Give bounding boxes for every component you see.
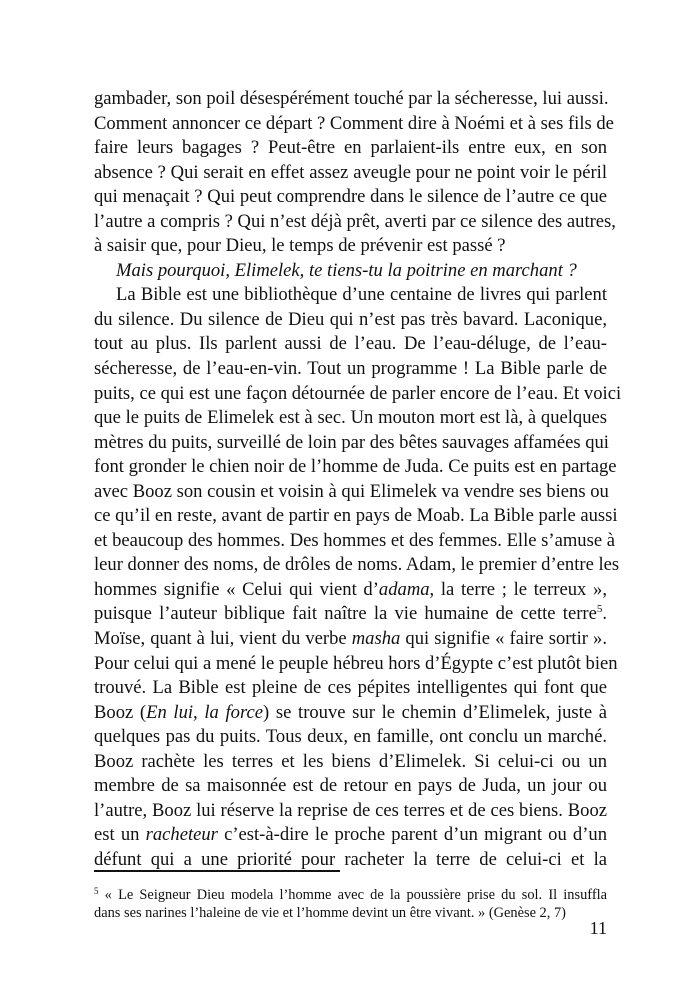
- italic-text: Mais pourquoi, Elimelek, te tiens-tu la poitrine en marchant ?: [116, 259, 577, 281]
- text-line: [94, 259, 607, 284]
- text-segment: ) se trouve sur le chemin d’Elimelek, juste à: [263, 701, 607, 723]
- text-line: [94, 234, 607, 259]
- text-segment: gambader, son poil désespérément touché par la sécheresse, lui aussi.: [94, 88, 609, 109]
- italic-text: En lui, la force: [146, 701, 264, 723]
- text-line: [94, 799, 607, 824]
- text-segment: l’autre, Booz lui réserve la reprise de ces terres et de ces biens. Booz: [94, 799, 607, 821]
- text-segment: défunt qui a une priorité pour racheter la terre de celui-ci et la: [94, 848, 607, 870]
- italic-text: racheteur: [145, 824, 218, 846]
- text-segment: Booz rachète les terres et les biens d’Elimelek. Si celui-ci ou un: [94, 750, 607, 772]
- text-line: [94, 701, 607, 726]
- text-line: [94, 627, 607, 652]
- footnote: [94, 886, 607, 922]
- footnote-text: « Le Seigneur Dieu modela l’homme avec de la poussière prise du sol. Il insuffla: [98, 887, 607, 903]
- text-segment: absence ? Qui serait en effet assez aveugle pour ne point voir le péril: [94, 161, 607, 183]
- text-segment: sécheresse, de l’eau-en-vin. Tout un programme ! La Bible parle de: [94, 358, 607, 380]
- text-line: [94, 406, 607, 431]
- text-segment: Comment annoncer ce départ ? Comment dire à Noémi et à ses fils de: [94, 112, 614, 134]
- text-line: [94, 504, 618, 529]
- text-line: [94, 357, 607, 382]
- text-segment: ce qu’il en reste, avant de partir en pays de Moab. La Bible parle aussi: [94, 505, 618, 527]
- text-line: [94, 553, 620, 578]
- text-segment: est un: [94, 824, 146, 846]
- text-segment: Moïse, quant à lui, vient du verbe: [94, 628, 352, 650]
- text-line: [94, 529, 615, 554]
- text-line: [94, 480, 607, 505]
- text-line: [94, 750, 607, 775]
- text-line: [94, 774, 607, 799]
- text-segment: trouvé. La Bible est pleine de ces pépites intelligentes qui font que: [94, 677, 607, 699]
- italic-text: adama: [378, 578, 430, 600]
- text-line: [94, 112, 614, 137]
- text-line: [94, 652, 618, 677]
- text-segment: que le puits de Elimelek est à sec. Un mouton mort est là, à quelques: [94, 407, 607, 429]
- text-line: [94, 210, 616, 235]
- footnote-marker: 5: [94, 886, 99, 896]
- body-text: [94, 87, 622, 873]
- text-segment: puisque l’auteur biblique fait naître la vie humaine de cette terre: [94, 603, 597, 625]
- text-segment: avec Booz son cousin et voisin à qui Elimelek va vendre ses biens ou: [94, 480, 609, 502]
- text-line: [94, 823, 607, 848]
- text-segment: puits, ce qui est une façon détournée de parler encore de l’eau. Et voici: [94, 382, 622, 404]
- text-segment: qui signifie « faire sortir ».: [400, 628, 607, 650]
- footnote-line: [94, 886, 607, 904]
- text-line: [94, 455, 617, 480]
- text-line: [94, 578, 607, 603]
- text-line: [94, 136, 607, 161]
- text-segment: Pour celui qui a mené le peuple hébreu hors d’Égypte c’est plutôt bien: [94, 652, 618, 674]
- text-line: [94, 87, 607, 112]
- text-segment: tout au plus. Ils parlent aussi de l’eau. De l’eau-déluge, de l’eau-: [94, 333, 607, 355]
- page-number: 11: [589, 918, 607, 938]
- footnote-line: dans ses narines l’haleine de vie et l’homme devint un être vivant. » (Genèse 2, 7): [94, 905, 566, 921]
- text-segment: font gronder le chien noir de l’homme de Juda. Ce puits est en partage: [94, 456, 617, 478]
- text-line: [94, 848, 607, 873]
- italic-text: masha: [351, 628, 401, 650]
- text-segment: à saisir que, pour Dieu, le temps de prévenir est passé ?: [94, 235, 506, 257]
- text-segment: La Bible est une bibliothèque d’une centaine de livres qui parlent: [116, 284, 607, 306]
- text-segment: .: [602, 603, 607, 625]
- text-segment: , la terre ; le terreux »,: [429, 578, 607, 600]
- text-segment: Booz (: [94, 701, 147, 723]
- text-line: [94, 332, 607, 357]
- text-line: [94, 431, 607, 456]
- text-line: [94, 283, 607, 308]
- text-segment: faire leurs bagages ? Peut-être en parlaient-ils entre eux, en son: [94, 137, 607, 159]
- text-line: [94, 185, 607, 210]
- footnote-separator: [94, 870, 340, 872]
- text-segment: l’autre a compris ? Qui n’est déjà prêt, averti par ce silence des autres,: [94, 210, 616, 232]
- text-segment: mètres du puits, surveillé de loin par des bêtes sauvages affamées qui: [94, 431, 609, 453]
- text-segment: leur donner des noms, de drôles de noms. Adam, le premier d’entre les: [94, 554, 620, 576]
- text-line: [94, 161, 607, 186]
- text-segment: qui menaçait ? Qui peut comprendre dans le silence de l’autre ce que: [94, 186, 607, 208]
- text-line: [94, 676, 607, 701]
- text-line: [94, 382, 622, 407]
- footnote-reference: 5: [596, 603, 603, 616]
- text-segment: quelques pas du puits. Tous deux, en famille, ont conclu un marché.: [94, 726, 607, 748]
- text-line: [94, 308, 607, 333]
- text-segment: c’est-à-dire le proche parent d’un migrant ou d’un: [217, 824, 608, 846]
- text-line: [94, 602, 607, 627]
- text-line: [94, 725, 607, 750]
- text-segment: membre de sa maisonnée est de retour en pays de Juda, un jour ou: [94, 775, 607, 797]
- text-segment: et beaucoup des hommes. Des hommes et des femmes. Elle s’amuse à: [94, 529, 615, 551]
- text-segment: du silence. Du silence de Dieu qui n’est pas très bavard. Laconique,: [94, 308, 607, 330]
- text-segment: hommes signifie « Celui qui vient d’: [94, 578, 379, 600]
